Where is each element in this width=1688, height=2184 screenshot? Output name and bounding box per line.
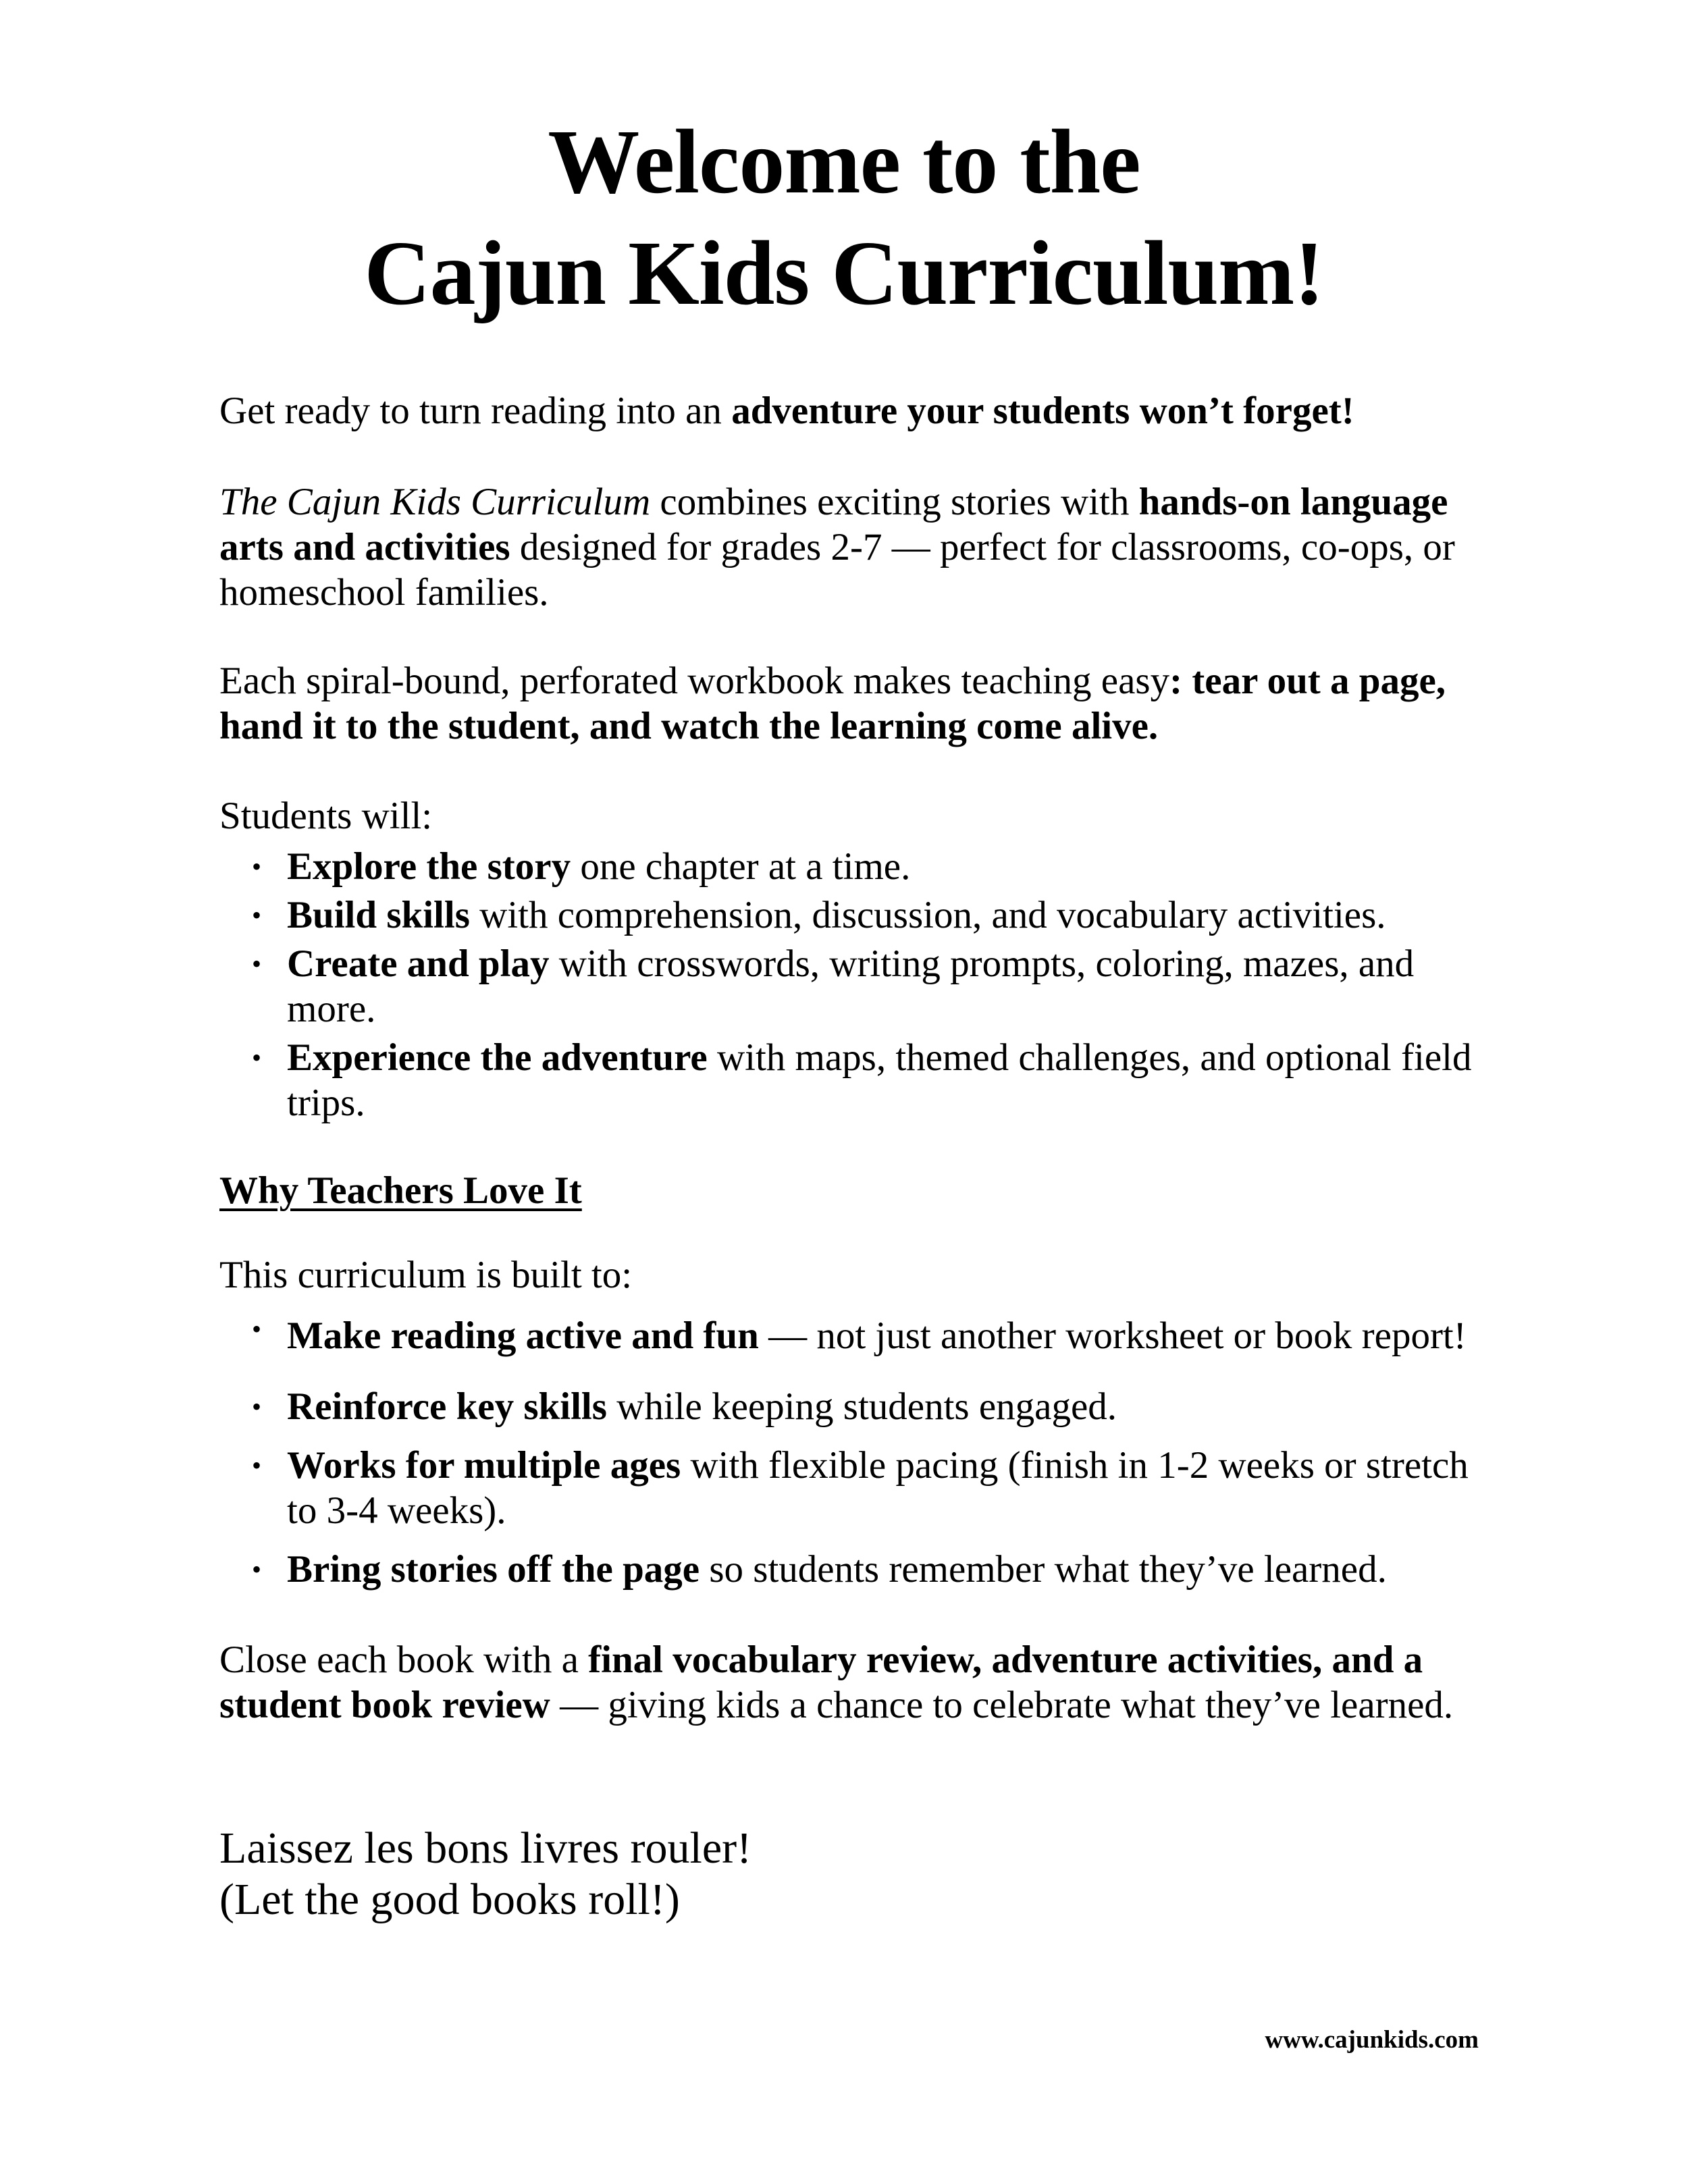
workbook-paragraph <box>219 658 1502 749</box>
list-item <box>219 1547 1489 1592</box>
list-item <box>219 1313 1489 1358</box>
list-item-bold: Experience the adventure <box>287 1036 708 1079</box>
list-item-text: with flexible pacing (finish in 1-2 weeks or stretch to 3-4 weeks). <box>287 1444 1469 1532</box>
section-heading-why-teachers: Why Teachers Love It <box>219 1169 582 1212</box>
list-item <box>219 1384 1489 1429</box>
list-item-text: so students remember what they’ve learned. <box>700 1548 1387 1591</box>
intro-paragraph <box>219 388 1502 433</box>
list-item <box>219 844 1489 889</box>
list-item-bold: Make reading active and fun <box>287 1314 759 1357</box>
list-item-bold: Explore the story <box>287 845 571 888</box>
students-list <box>219 844 1489 1129</box>
motto-french: Laissez les bons livres rouler! <box>219 1823 752 1873</box>
workbook-text: Each spiral-bound, perforated workbook makes teaching easy <box>219 660 1170 702</box>
list-item-text: with crosswords, writing prompts, coloring, mazes, and more. <box>287 942 1415 1030</box>
bullet-icon: • <box>252 1391 262 1422</box>
list-item-bold: Reinforce key skills <box>287 1385 607 1428</box>
motto <box>219 1823 1502 1925</box>
bullet-icon: • <box>252 1314 262 1344</box>
list-item <box>219 941 1489 1032</box>
description-text-2: designed for grades 2-7 — perfect for classrooms, co-ops, or homeschool families. <box>219 526 1455 614</box>
bullet-icon: • <box>252 949 262 979</box>
description-bold-text: hands-on language arts and activities <box>219 481 1448 568</box>
intro-text: Get ready to turn reading into an <box>219 390 732 432</box>
list-item-text: with maps, themed challenges, and optional field trips. <box>287 1036 1472 1124</box>
list-item-bold: Works for multiple ages <box>287 1444 681 1487</box>
list-item-text: one chapter at a time. <box>571 845 911 888</box>
list-item-text: — not just another worksheet or book report! <box>758 1314 1467 1357</box>
website-url: www.cajunkids.com <box>1265 2026 1479 2054</box>
list-item-bold: Create and play <box>287 942 550 985</box>
closing-paragraph <box>219 1637 1502 1728</box>
bullet-icon: • <box>252 1042 262 1073</box>
closing-text-2: — giving kids a chance to celebrate what they’ve learned. <box>550 1684 1454 1726</box>
list-item-text: with comprehension, discussion, and vocabulary activities. <box>469 894 1386 936</box>
bullet-icon: • <box>252 900 262 930</box>
list-item-bold: Bring stories off the page <box>287 1548 700 1591</box>
motto-english: (Let the good books roll!) <box>219 1875 680 1924</box>
list-item <box>219 1035 1489 1125</box>
list-item <box>219 1443 1489 1533</box>
students-label: Students will: <box>219 795 433 837</box>
closing-text-1: Close each book with a <box>219 1639 589 1681</box>
bullet-icon: • <box>252 851 262 882</box>
workbook-bold-text: : tear out a page, hand it to the student, and watch the learning come alive. <box>219 660 1446 747</box>
list-item-bold: Build skills <box>287 894 470 936</box>
intro-bold-text: adventure your students won’t forget! <box>731 390 1354 432</box>
description-text-1: combines exciting stories with <box>650 481 1139 523</box>
list-item-text: while keeping students engaged. <box>606 1385 1117 1428</box>
closing-bold-text: final vocabulary review, adventure activities, and a student book review <box>219 1639 1423 1726</box>
list-item <box>219 893 1489 938</box>
description-paragraph <box>219 479 1502 615</box>
curriculum-name: The Cajun Kids Curriculum <box>219 481 651 523</box>
page-title-line2: Cajun Kids Curriculum! <box>364 223 1324 324</box>
bullet-icon: • <box>252 1450 262 1481</box>
page-title-line1: Welcome to the <box>548 111 1140 213</box>
bullet-icon: • <box>252 1554 262 1584</box>
teachers-list <box>219 1313 1489 1605</box>
curriculum-label: This curriculum is built to: <box>219 1254 633 1296</box>
